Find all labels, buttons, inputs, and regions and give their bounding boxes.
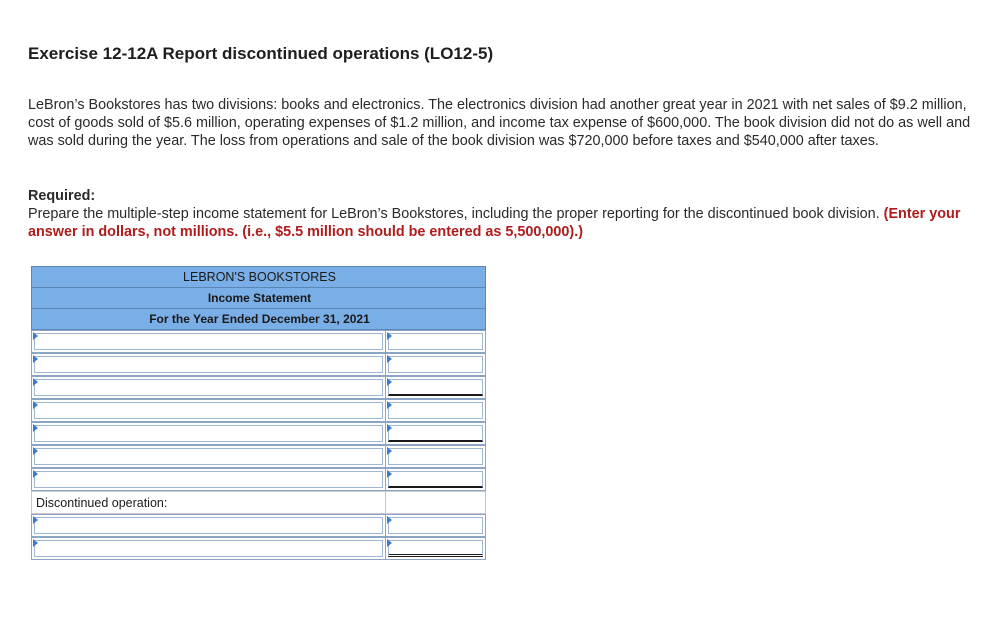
input-marker-icon xyxy=(33,447,38,455)
amount-input[interactable] xyxy=(385,330,486,353)
label-input[interactable] xyxy=(31,330,385,353)
label-field[interactable] xyxy=(34,425,383,442)
statement-row xyxy=(31,445,486,468)
amount-field[interactable] xyxy=(388,425,483,442)
input-marker-icon xyxy=(33,539,38,547)
statement-period: For the Year Ended December 31, 2021 xyxy=(149,312,370,326)
discontinued-operation-label: Discontinued operation: xyxy=(36,496,168,510)
input-marker-icon xyxy=(387,401,392,409)
section-amount-cell xyxy=(385,491,486,514)
label-input[interactable] xyxy=(31,399,385,422)
amount-input[interactable] xyxy=(385,422,486,445)
amount-field[interactable] xyxy=(388,517,483,534)
required-section xyxy=(28,187,976,242)
input-marker-icon xyxy=(387,355,392,363)
amount-field[interactable] xyxy=(388,379,483,396)
input-marker-icon xyxy=(33,332,38,340)
input-marker-icon xyxy=(387,332,392,340)
amount-input[interactable] xyxy=(385,376,486,399)
section-label-cell xyxy=(31,491,385,514)
amount-field[interactable] xyxy=(388,402,483,419)
required-label: Required: xyxy=(28,188,96,204)
statement-row xyxy=(31,353,486,376)
statement-header-company xyxy=(31,266,486,288)
label-input[interactable] xyxy=(31,537,385,560)
statement-row xyxy=(31,330,486,353)
amount-input[interactable] xyxy=(385,537,486,560)
income-statement-table xyxy=(31,266,486,560)
input-marker-icon xyxy=(387,424,392,432)
amount-input[interactable] xyxy=(385,399,486,422)
amount-input[interactable] xyxy=(385,514,486,537)
problem-text: LeBron’s Bookstores has two divisions: books and electronics. The electronics division had another great year in 2021 with net sales of $9.2 million, cost of goods sold of $5.6 million, operating expenses of $1.2 million, and income tax expense of $600,000. The book division did not do as well and was sold during the year. The loss from operations and sale of the book division was $720,000 before taxes and $540,000 after taxes. xyxy=(28,97,971,150)
amount-field[interactable] xyxy=(388,448,483,465)
label-field[interactable] xyxy=(34,540,383,557)
amount-field[interactable] xyxy=(388,356,483,373)
label-input[interactable] xyxy=(31,445,385,468)
input-marker-icon xyxy=(33,516,38,524)
label-input[interactable] xyxy=(31,468,385,491)
label-input[interactable] xyxy=(31,353,385,376)
company-name: LEBRON'S BOOKSTORES xyxy=(183,270,336,284)
input-marker-icon xyxy=(33,401,38,409)
label-input[interactable] xyxy=(31,514,385,537)
input-marker-icon xyxy=(33,378,38,386)
label-field[interactable] xyxy=(34,402,383,419)
statement-header-name xyxy=(31,287,486,309)
statement-header-period xyxy=(31,308,486,330)
statement-name: Income Statement xyxy=(207,291,312,305)
input-marker-icon xyxy=(33,424,38,432)
discontinued-operation-row xyxy=(31,491,486,514)
label-field[interactable] xyxy=(34,448,383,465)
exercise-title: Exercise 12-12A Report discontinued operations (LO12-5) xyxy=(28,44,494,63)
amount-field[interactable] xyxy=(388,471,483,488)
input-marker-icon xyxy=(387,378,392,386)
label-input[interactable] xyxy=(31,422,385,445)
statement-row xyxy=(31,537,486,560)
input-marker-icon xyxy=(387,470,392,478)
input-marker-icon xyxy=(387,516,392,524)
statement-row xyxy=(31,376,486,399)
amount-input[interactable] xyxy=(385,445,486,468)
label-input[interactable] xyxy=(31,376,385,399)
statement-row xyxy=(31,468,486,491)
label-field[interactable] xyxy=(34,379,383,396)
amount-field[interactable] xyxy=(388,333,483,350)
input-marker-icon xyxy=(387,539,392,547)
amount-input[interactable] xyxy=(385,468,486,491)
statement-row xyxy=(31,399,486,422)
label-field[interactable] xyxy=(34,471,383,488)
statement-row xyxy=(31,422,486,445)
statement-row xyxy=(31,514,486,537)
label-field[interactable] xyxy=(34,517,383,534)
required-text: Prepare the multiple-step income statement for LeBron’s Bookstores, including the proper reporting for the discontinued book division. xyxy=(28,206,884,223)
input-marker-icon xyxy=(387,447,392,455)
label-field[interactable] xyxy=(34,356,383,373)
amount-input[interactable] xyxy=(385,353,486,376)
amount-field[interactable] xyxy=(388,540,483,557)
input-marker-icon xyxy=(33,470,38,478)
label-field[interactable] xyxy=(34,333,383,350)
answer-instruction: (Enter your answer in dollars, not millions. (i.e., $5.5 million should be entered as 5,500,000).) xyxy=(28,206,961,241)
input-marker-icon xyxy=(33,355,38,363)
